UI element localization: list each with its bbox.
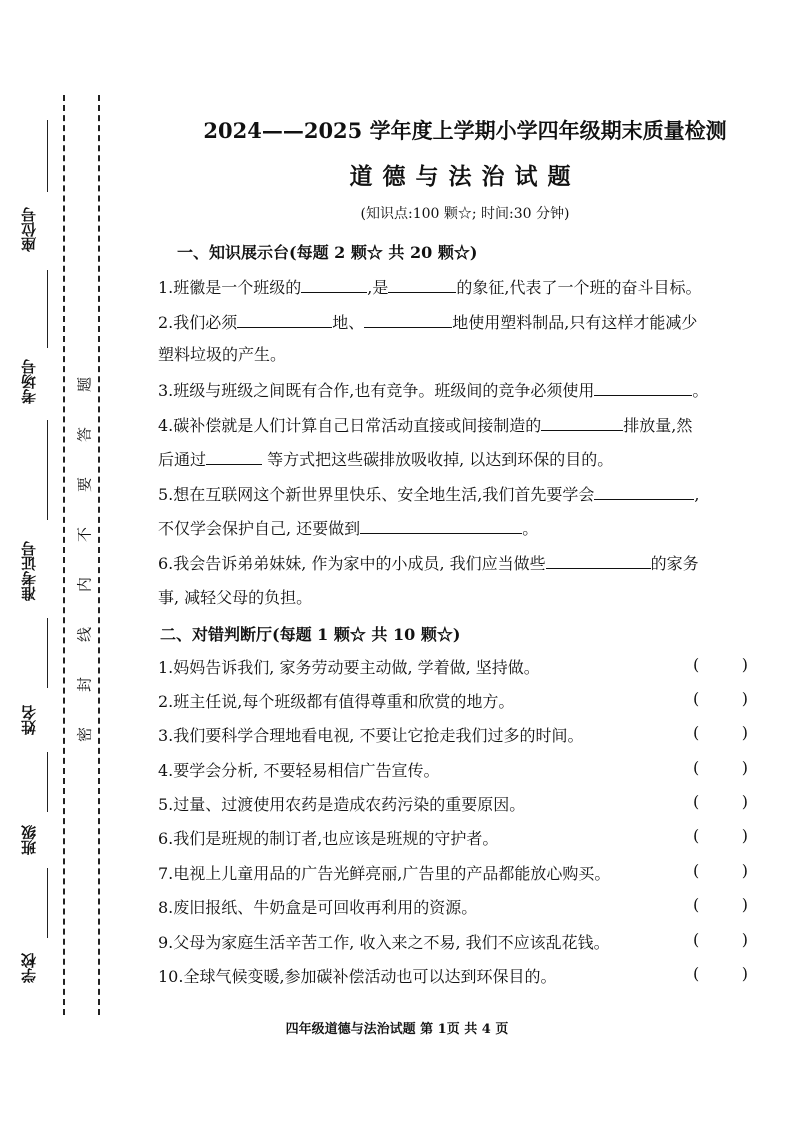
field-label: 座位号 — [20, 207, 38, 253]
question-fill-1: 1.班徽是一个班级的 ,是 的象征,代表了一个班的奋斗目标。 — [158, 278, 702, 297]
question-fill-5: 5.想在互联网这个新世界里快乐、安全地生活,我们首先要学会 , — [158, 485, 700, 504]
answer-parentheses[interactable]: ( ) — [693, 930, 748, 949]
true-false-item: 8.废旧报纸、牛奶盒是可回收再利用的资源。 ( ) — [158, 895, 748, 917]
answer-parentheses[interactable]: ( ) — [693, 792, 748, 811]
field-blank-line — [47, 420, 48, 520]
seal-char: 答 — [75, 427, 94, 443]
admission-number-field[interactable] — [18, 420, 58, 610]
question-fill-5-cont: 不仅学会保护自己, 还要做到 。 — [158, 519, 539, 538]
answer-blank[interactable] — [364, 313, 452, 328]
true-false-item: 10.全球气候变暖,参加碳补偿活动也可以达到环保目的。 ( ) — [158, 964, 748, 986]
field-blank-line — [47, 868, 48, 938]
answer-blank[interactable] — [594, 485, 694, 500]
answer-blank[interactable] — [360, 519, 522, 534]
question-fill-6-cont: 事, 减轻父母的负担。 — [158, 588, 313, 607]
answer-parentheses[interactable]: ( ) — [693, 758, 748, 777]
question-fill-4: 4.碳补偿就是人们计算自己日常活动直接或间接制造的 排放量,然 — [158, 416, 693, 435]
field-label: 考场号 — [20, 359, 38, 405]
binding-dashed-line — [98, 95, 100, 1015]
answer-blank[interactable] — [206, 450, 262, 465]
answer-blank[interactable] — [301, 278, 367, 293]
page-footer: 四年级道德与法治试题 第 1页 共 4 页 — [285, 1022, 509, 1037]
answer-parentheses[interactable]: ( ) — [693, 723, 748, 742]
question-fill-2: 2.我们必须 地、 地使用塑料制品,只有这样才能减少 — [158, 313, 698, 332]
school-field[interactable] — [18, 868, 58, 988]
field-blank-line — [47, 618, 48, 688]
answer-blank[interactable] — [237, 313, 332, 328]
true-false-item: 3.我们要科学合理地看电视, 不要让它抢走我们过多的时间。 ( ) — [158, 723, 748, 745]
seal-char: 内 — [75, 577, 94, 593]
seal-char: 题 — [75, 377, 94, 393]
seal-char: 不 — [75, 527, 94, 543]
section2-heading: 二、对错判断厅(每题 1 颗☆ 共 10 颗☆) — [160, 625, 461, 644]
seat-number-field[interactable] — [18, 120, 58, 260]
question-fill-4-cont: 后通过 等方式把这些碳排放吸收掉, 以达到环保的目的。 — [158, 450, 614, 469]
question-fill-6: 6.我会告诉弟弟妹妹, 作为家中的小成员, 我们应当做些 的家务 — [158, 554, 699, 573]
seal-char: 线 — [75, 627, 94, 643]
question-fill-2-cont: 塑料垃圾的产生。 — [158, 345, 287, 364]
answer-parentheses[interactable]: ( ) — [693, 861, 748, 880]
true-false-item: 2.班主任说,每个班级都有值得尊重和欣赏的地方。 ( ) — [158, 689, 748, 711]
seal-char: 封 — [75, 677, 94, 693]
true-false-item: 5.过量、过渡使用农药是造成农药污染的重要原因。 ( ) — [158, 792, 748, 814]
section1-heading: 一、知识展示台(每题 2 颗☆ 共 20 颗☆) — [177, 243, 478, 262]
field-label: 准考证号 — [20, 541, 38, 601]
answer-parentheses[interactable]: ( ) — [693, 964, 748, 983]
true-false-item: 6.我们是班规的制订者,也应该是班规的守护者。 ( ) — [158, 826, 748, 848]
exam-info: (知识点:100 颗☆; 时间:30 分钟) — [360, 206, 570, 222]
binding-margin — [0, 0, 110, 1123]
true-false-item: 1.妈妈告诉我们, 家务劳动要主动做, 学着做, 坚持做。 ( ) — [158, 655, 748, 677]
field-blank-line — [47, 120, 48, 192]
exam-title: 2024——2025 学年度上学期小学四年级期末质量检测 — [203, 118, 727, 143]
seal-char: 要 — [75, 477, 94, 493]
answer-blank[interactable] — [546, 554, 651, 569]
answer-parentheses[interactable]: ( ) — [693, 689, 748, 708]
seal-char: 密 — [75, 727, 94, 743]
binding-dashed-line — [63, 95, 65, 1015]
name-field[interactable] — [18, 618, 58, 748]
answer-blank[interactable] — [388, 278, 456, 293]
answer-blank[interactable] — [541, 416, 623, 431]
exam-room-field[interactable] — [18, 270, 58, 410]
seal-line-notice — [73, 370, 95, 750]
true-false-item: 9.父母为家庭生活辛苦工作, 收入来之不易, 我们不应该乱花钱。 ( ) — [158, 930, 748, 952]
field-label: 学校 — [20, 953, 38, 983]
field-blank-line — [47, 270, 48, 348]
question-fill-3: 3.班级与班级之间既有合作,也有竞争。班级间的竞争必须使用 。 — [158, 381, 709, 400]
answer-parentheses[interactable]: ( ) — [693, 655, 748, 674]
answer-blank[interactable] — [594, 381, 692, 396]
field-label: 班级 — [20, 825, 38, 855]
exam-subject-title: 道德与法治试题 — [349, 163, 581, 190]
class-field[interactable] — [18, 752, 58, 862]
field-blank-line — [47, 752, 48, 812]
true-false-item: 7.电视上儿童用品的广告光鲜亮丽,广告里的产品都能放心购买。 ( ) — [158, 861, 748, 883]
true-false-item: 4.要学会分析, 不要轻易相信广告宣传。 ( ) — [158, 758, 748, 780]
answer-parentheses[interactable]: ( ) — [693, 826, 748, 845]
answer-parentheses[interactable]: ( ) — [693, 895, 748, 914]
field-label: 姓名 — [20, 705, 38, 735]
